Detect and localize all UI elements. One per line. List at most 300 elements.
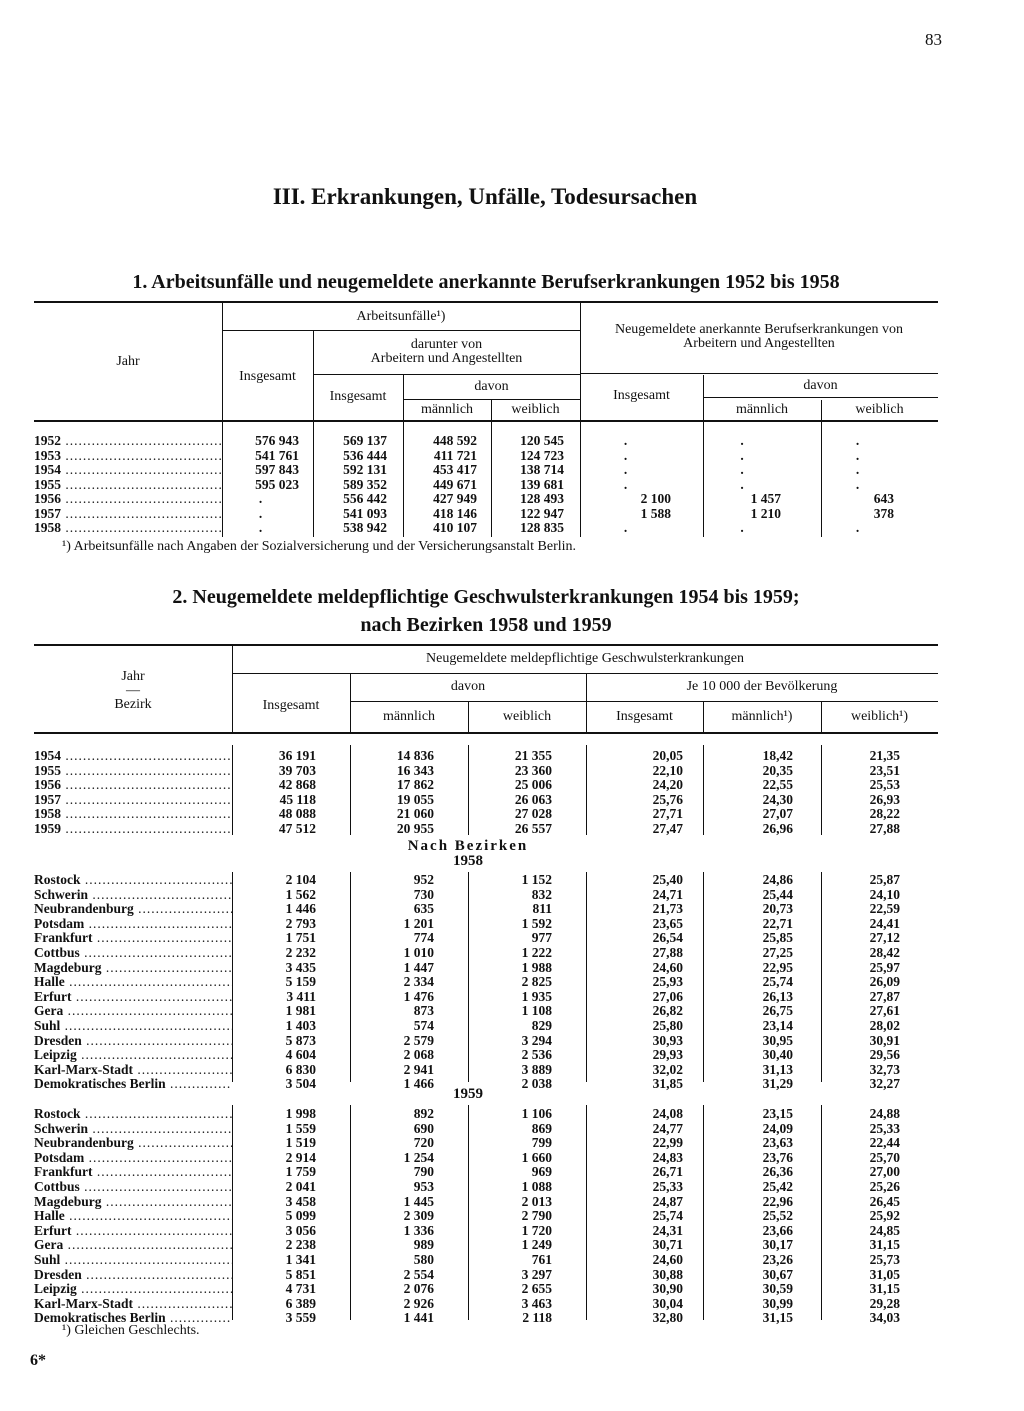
t2-bezirk58-cell: 30,91	[869, 1032, 900, 1048]
t1-cell: .	[740, 447, 744, 463]
t1-cell: .	[855, 476, 860, 492]
t2-bezirk59-cell: 25,70	[869, 1149, 900, 1165]
t2-year-cell: 27,47	[652, 820, 683, 836]
t2-bezirk59-cell: 27,00	[869, 1164, 900, 1180]
t1-h-insgesamt3: Insgesamt	[613, 388, 670, 403]
t2-year-cell: 24,20	[652, 777, 683, 793]
t2-year-cell: 24,30	[762, 791, 793, 807]
t1-cell: 569 137	[343, 433, 387, 448]
t1-cell: 541 761	[255, 447, 299, 463]
t2-bezirk58-row	[34, 990, 938, 1005]
t2-bezirk59-cell: 3 297	[521, 1266, 552, 1282]
t1-cell: .	[258, 520, 263, 535]
t2-bezirk59-cell: 24,09	[762, 1120, 793, 1136]
t2-bezirk58-cell: 1 152	[521, 872, 552, 887]
t2-bezirk58-cell: 3 504	[285, 1076, 316, 1092]
t2-bezirk59-cell: 24,31	[652, 1222, 683, 1238]
t2-bezirk58-cell: 22,95	[762, 959, 793, 975]
t2-bezirk59-row	[34, 1122, 938, 1137]
t2-h-weiblich: weiblich	[502, 709, 552, 724]
t2-bezirk58-cell: 25,44	[762, 886, 793, 902]
t2-bezirk58-cell: 1 935	[521, 988, 552, 1004]
t2-bezirk58-row	[34, 931, 938, 946]
table2-title-line2: nach Bezirken 1958 und 1959	[360, 614, 612, 636]
t2-year-cell: 21,35	[869, 748, 900, 763]
t2-bezirk58-row	[34, 902, 938, 917]
t2-bezirk58-cell: 21,73	[652, 901, 683, 917]
t2-bezirk58-cell: 27,12	[869, 930, 900, 946]
t1-cell: 541 093	[343, 505, 387, 521]
t2-bezirk58-cell: 1 981	[285, 1003, 316, 1019]
t2-bezirk59-cell: 953	[413, 1178, 434, 1194]
t1-cell: .	[623, 433, 628, 448]
t2-year-cell: 48 088	[278, 806, 316, 822]
t1-cell: 538 942	[343, 520, 387, 535]
t2-year-label: 1955 .....	[34, 764, 232, 779]
t2-bezirk59-row	[34, 1268, 938, 1283]
t2-year-cell: 26,93	[869, 791, 900, 807]
t2-bezirk58-cell: 1 446	[285, 901, 316, 917]
t2-bezirk58-cell: 24,86	[762, 872, 793, 887]
t2-bezirk59-cell: 3 559	[285, 1310, 316, 1326]
t2-year-label: 1956 .....	[34, 778, 232, 793]
t2-bezirk58-cell: 31,13	[762, 1061, 793, 1077]
t1-row	[34, 463, 938, 478]
t2-bezirk58-cell: 1 751	[285, 930, 316, 946]
t2-year-cell: 21 355	[514, 748, 552, 763]
t2-year-cell: 26 063	[514, 791, 552, 807]
t2-year-label: 1958 .....	[34, 807, 232, 822]
t1-cell: 139 681	[520, 476, 564, 492]
t1-cell: 1 457	[750, 491, 781, 506]
t2-bezirk58-row	[34, 1048, 938, 1063]
t2-h-maennlich2: männlich¹)	[731, 709, 793, 724]
t2-bezirk58-cell: 574	[413, 1017, 434, 1033]
t2-h-je: Je 10 000 der Bevölkerung	[686, 679, 838, 694]
t2-bezirk59-cell: 799	[531, 1135, 552, 1151]
t2-bezirk58-cell: 952	[413, 872, 434, 887]
t2-year-row	[34, 778, 938, 793]
t2-bezirk58-cell: 30,93	[652, 1032, 683, 1048]
t2-bezirk59-cell: 31,15	[869, 1281, 900, 1297]
t1-cell: 411 721	[433, 447, 477, 463]
t1-label: 1957 .....	[34, 507, 222, 522]
t2-h-top: Neugemeldete meldepflichtige Geschwulsterkrankungen	[426, 651, 744, 666]
t1-label: 1958 .....	[34, 521, 222, 536]
t2-year-label: 1954 .....	[34, 749, 232, 764]
t2-bezirk58-cell: 25,80	[652, 1017, 683, 1033]
t2-bezirk58-cell: 2 334	[403, 974, 434, 990]
t2-bezirk58-cell: 832	[531, 886, 552, 902]
t1-cell: 643	[873, 491, 894, 506]
t2-bezirk58-label: Potsdam .....	[34, 917, 232, 932]
table2-bezirke-1958	[34, 873, 938, 1092]
t1-row	[34, 434, 938, 449]
t2-bezirk58-cell: 27,25	[762, 944, 793, 960]
t2-bezirk58-row	[34, 961, 938, 976]
t2-bezirk59-label: Rostock .....	[34, 1107, 232, 1122]
t2-bezirk59-label: Magdeburg .....	[34, 1195, 232, 1210]
t2-bezirk59-cell: 29,28	[869, 1295, 900, 1311]
t1-h-berufs: Neugemeldete anerkannte Berufserkrankungen von	[614, 322, 904, 337]
t2-bezirk59-cell: 24,83	[652, 1149, 683, 1165]
t1-row	[34, 521, 938, 536]
t2-bezirk59-label: Gera .....	[34, 1238, 232, 1253]
t2-bezirk59-row	[34, 1282, 938, 1297]
t2-bezirk58-cell: 2 536	[521, 1047, 552, 1063]
t2-bezirk58-label: Dresden .....	[34, 1034, 232, 1049]
t2-year-row	[34, 822, 938, 837]
t2-bezirk58-cell: 1 108	[521, 1003, 552, 1019]
t2-bezirk59-label: Suhl .....	[34, 1253, 232, 1268]
t1-h-maennlich2: männlich	[735, 402, 789, 417]
t2-bezirk58-cell: 730	[413, 886, 434, 902]
t2-year-label: 1957 .....	[34, 793, 232, 808]
t2-bezirk59-cell: 1 559	[285, 1120, 316, 1136]
t2-bezirk58-cell: 31,85	[652, 1076, 683, 1092]
t1-h-insgesamt: Insgesamt	[239, 369, 296, 384]
t2-bezirk59-cell: 5 851	[285, 1266, 316, 1282]
t2-bezirk59-cell: 31,05	[869, 1266, 900, 1282]
table1-footnote: ¹) Arbeitsunfälle nach Angaben der Sozialversicherung und der Versicherungsanstalt Berlin.	[62, 539, 577, 554]
t2-bezirk59-cell: 23,15	[762, 1106, 793, 1121]
t2-bezirk58-cell: 25,74	[762, 974, 793, 990]
t2-bezirk59-cell: 1 249	[521, 1237, 552, 1253]
t2-bezirk59-cell: 30,67	[762, 1266, 793, 1282]
t2-bezirk58-cell: 30,40	[762, 1047, 793, 1063]
t2-year-row	[34, 807, 938, 822]
t2-bezirk58-cell: 977	[531, 930, 552, 946]
t2-bezirk59-cell: 30,71	[652, 1237, 683, 1253]
t2-bezirk59-cell: 32,80	[652, 1310, 683, 1326]
t1-row	[34, 478, 938, 493]
t2-year-cell: 45 118	[279, 791, 316, 807]
t1-cell: .	[258, 491, 263, 506]
t2-bezirk59-label: Halle .....	[34, 1209, 232, 1224]
t2-bezirk58-cell: 1 476	[403, 988, 434, 1004]
t2-bezirk59-cell: 31,15	[869, 1237, 900, 1253]
t2-bezirk58-label: Frankfurt .....	[34, 931, 232, 946]
t2-bezirk58-cell: 32,73	[869, 1061, 900, 1077]
t2-bezirk58-cell: 20,73	[762, 901, 793, 917]
t2-bezirk58-row	[34, 1034, 938, 1049]
t2-year-cell: 20 955	[396, 820, 434, 836]
t2-bezirk58-row	[34, 946, 938, 961]
t1-cell: 597 843	[255, 462, 299, 477]
t2-bezirk58-cell: 32,02	[652, 1061, 683, 1077]
t2-bezirk58-label: Demokratisches Berlin .....	[34, 1077, 232, 1092]
t1-cell: 427 949	[433, 491, 477, 506]
t2-bezirk58-cell: 22,71	[762, 915, 793, 931]
t2-bezirk59-cell: 30,59	[762, 1281, 793, 1297]
t2-bezirk59-cell: 869	[531, 1120, 552, 1136]
t2-bezirk58-row	[34, 1019, 938, 1034]
t2-h-insgesamt2: Insgesamt	[616, 709, 673, 724]
t2-bezirk58-cell: 30,95	[762, 1032, 793, 1048]
t2-bezirk59-row	[34, 1253, 938, 1268]
t1-cell: 536 444	[343, 447, 387, 463]
t2-bezirk59-row	[34, 1224, 938, 1239]
t2-year-cell: 27 028	[514, 806, 552, 822]
t1-cell: 128 835	[520, 520, 564, 535]
section-nach-bezirken: Nach Bezirken	[407, 838, 529, 854]
t2-year-cell: 20,05	[652, 748, 683, 763]
table2-title-line1: 2. Neugemeldete meldepflichtige Geschwulsterkrankungen 1954 bis 1959;	[172, 586, 800, 608]
t2-bezirk59-cell: 2 238	[285, 1237, 316, 1253]
t2-year-cell: 42 868	[278, 777, 316, 793]
t1-h-arbeitsunfaelle: Arbeitsunfälle¹)	[356, 309, 446, 324]
t2-bezirk59-cell: 23,26	[762, 1251, 793, 1267]
t2-bezirk58-cell: 1 222	[521, 944, 552, 960]
t2-bezirk58-cell: 4 604	[285, 1047, 316, 1063]
t2-bezirk59-cell: 5 099	[285, 1208, 316, 1224]
t2-bezirk58-cell: 22,59	[869, 901, 900, 917]
t2-bezirk59-cell: 25,33	[869, 1120, 900, 1136]
t2-bezirk58-cell: 1 010	[403, 944, 434, 960]
t1-cell: 589 352	[343, 476, 387, 492]
t2-bezirk59-label: Dresden .....	[34, 1268, 232, 1283]
t2-year-row	[34, 749, 938, 764]
t1-cell: 410 107	[433, 520, 477, 535]
t2-year-cell: 22,10	[652, 762, 683, 778]
t2-h-bezirk: Bezirk	[114, 697, 152, 712]
t2-bezirk59-cell: 6 389	[285, 1295, 316, 1311]
t2-bezirk58-cell: 32,27	[869, 1076, 900, 1092]
t2-bezirk58-cell: 3 294	[521, 1032, 552, 1048]
table1-title: 1. Arbeitsunfälle und neugemeldete anerkannte Berufserkrankungen 1952 bis 1958	[132, 271, 840, 293]
t2-bezirk59-label: Neubrandenburg .....	[34, 1136, 232, 1151]
t2-bezirk58-cell: 6 830	[285, 1061, 316, 1077]
t1-cell: 418 146	[433, 505, 477, 521]
t2-bezirk58-label: Magdeburg .....	[34, 961, 232, 976]
t2-bezirk58-row	[34, 975, 938, 990]
t2-bezirk58-label: Cottbus .....	[34, 946, 232, 961]
t2-bezirk59-cell: 2 554	[403, 1266, 434, 1282]
t2-bezirk58-row	[34, 917, 938, 932]
t2-bezirk59-cell: 720	[413, 1135, 434, 1151]
t2-bezirk59-cell: 22,99	[652, 1135, 683, 1151]
t2-bezirk59-cell: 24,87	[652, 1193, 683, 1209]
t1-cell: 120 545	[520, 433, 564, 448]
t1-cell: 1 588	[640, 505, 671, 521]
t2-year-cell: 36 191	[278, 748, 316, 763]
t2-h-maennlich: männlich	[382, 709, 436, 724]
t2-year-cell: 19 055	[396, 791, 434, 807]
t2-bezirk59-cell: 1 759	[285, 1164, 316, 1180]
t2-bezirk58-cell: 24,41	[869, 915, 900, 931]
t2-bezirk58-cell: 31,29	[762, 1076, 793, 1092]
table2-years-body	[34, 749, 938, 837]
t2-bezirk58-row	[34, 1063, 938, 1078]
t2-bezirk59-row	[34, 1107, 938, 1122]
t2-year-cell: 18,42	[762, 748, 793, 763]
t2-bezirk58-cell: 23,65	[652, 915, 683, 931]
t2-year-cell: 27,88	[869, 820, 900, 836]
t2-bezirk59-label: Karl-Marx-Stadt .....	[34, 1297, 232, 1312]
t2-bezirk59-cell: 1 088	[521, 1178, 552, 1194]
t2-bezirk58-cell: 2 104	[285, 872, 316, 887]
t1-cell: 128 493	[520, 491, 564, 506]
t2-year-cell: 28,22	[869, 806, 900, 822]
t2-bezirk59-cell: 2 041	[285, 1178, 316, 1194]
t2-bezirk59-cell: 3 458	[285, 1193, 316, 1209]
t2-bezirk59-cell: 23,66	[762, 1222, 793, 1238]
t2-bezirk59-cell: 1 254	[403, 1149, 434, 1165]
t2-bezirk58-cell: 1 562	[285, 886, 316, 902]
t2-bezirk58-cell: 26,09	[869, 974, 900, 990]
t2-bezirk59-cell: 1 660	[521, 1149, 552, 1165]
t2-bezirk58-cell: 5 873	[285, 1032, 316, 1048]
t1-cell: 448 592	[433, 433, 477, 448]
t2-bezirk58-cell: 26,75	[762, 1003, 793, 1019]
t2-bezirk59-cell: 2 076	[403, 1281, 434, 1297]
t1-cell: 124 723	[520, 447, 564, 463]
t2-bezirk59-cell: 22,96	[762, 1193, 793, 1209]
t2-year-cell: 23 360	[514, 762, 552, 778]
t1-cell: 449 671	[433, 476, 477, 492]
t2-bezirk58-cell: 811	[532, 901, 552, 917]
t2-year-cell: 39 703	[278, 762, 316, 778]
t2-year-cell: 16 343	[396, 762, 434, 778]
t2-bezirk59-cell: 690	[413, 1120, 434, 1136]
t2-bezirk59-cell: 25,33	[652, 1178, 683, 1194]
t2-bezirk59-cell: 1 341	[285, 1251, 316, 1267]
t2-h-dash: —	[126, 683, 140, 698]
t1-cell: .	[855, 447, 860, 463]
t2-bezirk58-cell: 28,42	[869, 944, 900, 960]
t2-bezirk58-cell: 29,56	[869, 1047, 900, 1063]
t2-bezirk58-cell: 2 579	[403, 1032, 434, 1048]
t2-h-weiblich2: weiblich¹)	[850, 709, 909, 724]
t2-bezirk58-cell: 27,88	[652, 944, 683, 960]
t2-bezirk59-cell: 989	[413, 1237, 434, 1253]
t2-bezirk59-cell: 2 655	[521, 1281, 552, 1297]
t2-bezirk58-cell: 25,93	[652, 974, 683, 990]
t2-bezirk58-cell: 24,60	[652, 959, 683, 975]
t2-bezirk58-cell: 1 988	[521, 959, 552, 975]
t2-bezirk58-cell: 26,82	[652, 1003, 683, 1019]
t1-cell: .	[855, 462, 860, 477]
t2-bezirk58-cell: 25,85	[762, 930, 793, 946]
t2-bezirk59-cell: 761	[531, 1251, 552, 1267]
t2-bezirk59-row	[34, 1180, 938, 1195]
t2-bezirk58-cell: 2 038	[521, 1076, 552, 1092]
t2-bezirk58-cell: 25,40	[652, 872, 683, 887]
t1-cell: 138 714	[520, 462, 564, 477]
t2-bezirk59-label: Potsdam .....	[34, 1151, 232, 1166]
t1-h-weiblich: weiblich	[511, 402, 560, 417]
t2-bezirk59-label: Schwerin .....	[34, 1122, 232, 1137]
t2-bezirk59-cell: 30,17	[762, 1237, 793, 1253]
t2-bezirk59-cell: 1 720	[521, 1222, 552, 1238]
t1-cell: .	[623, 447, 628, 463]
t1-label: 1954 .....	[34, 463, 222, 478]
t1-h-davon: davon	[474, 379, 509, 394]
t1-cell: 592 131	[343, 462, 387, 477]
t2-bezirk59-row	[34, 1195, 938, 1210]
table2-bezirke-1959	[34, 1107, 938, 1326]
t2-year-cell: 25,76	[652, 791, 683, 807]
t2-bezirk59-cell: 25,26	[869, 1178, 900, 1194]
t1-h-weiblich2: weiblich	[855, 402, 904, 417]
t2-bezirk59-cell: 25,73	[869, 1251, 900, 1267]
t2-bezirk58-cell: 2 793	[285, 915, 316, 931]
t2-bezirk58-cell: 2 232	[285, 944, 316, 960]
t2-bezirk58-cell: 2 941	[403, 1061, 434, 1077]
t2-bezirk59-cell: 24,60	[652, 1251, 683, 1267]
t1-cell: .	[740, 520, 744, 535]
t2-bezirk58-cell: 774	[413, 930, 434, 946]
t2-bezirk59-cell: 2 926	[403, 1295, 434, 1311]
t2-bezirk58-cell: 2 825	[521, 974, 552, 990]
t1-h-maennlich: männlich	[420, 402, 474, 417]
t2-bezirk59-cell: 23,76	[762, 1149, 793, 1165]
t2-bezirk59-cell: 1 106	[521, 1106, 552, 1121]
t2-year-cell: 25 006	[514, 777, 552, 793]
t2-h-insgesamt: Insgesamt	[262, 698, 320, 713]
t2-bezirk59-cell: 4 731	[285, 1281, 316, 1297]
t2-bezirk58-cell: 829	[531, 1017, 552, 1033]
section-1958: 1958	[453, 853, 483, 869]
t2-bezirk58-cell: 26,13	[762, 988, 793, 1004]
t1-cell: 453 417	[433, 462, 477, 477]
t2-bezirk58-label: Schwerin .....	[34, 888, 232, 903]
t2-bezirk59-cell: 790	[413, 1164, 434, 1180]
sheet-signature: 6*	[30, 1352, 46, 1369]
t1-label: 1955 .....	[34, 478, 222, 493]
t2-year-cell: 27,71	[652, 806, 683, 822]
t2-year-cell: 23,51	[869, 762, 900, 778]
t2-bezirk59-cell: 2 118	[522, 1310, 552, 1326]
t2-bezirk59-cell: 3 056	[285, 1222, 316, 1238]
t2-bezirk59-row	[34, 1297, 938, 1312]
t2-bezirk59-cell: 26,45	[869, 1193, 900, 1209]
t2-bezirk59-row	[34, 1238, 938, 1253]
t2-bezirk58-cell: 27,61	[869, 1003, 900, 1019]
t2-bezirk58-cell: 25,97	[869, 959, 900, 975]
t2-year-cell: 27,07	[762, 806, 793, 822]
t2-bezirk59-cell: 30,88	[652, 1266, 683, 1282]
t2-h-jahr: Jahr	[121, 669, 145, 684]
t1-h-darunter2: Arbeitern und Angestellten	[370, 351, 523, 366]
t2-bezirk58-cell: 1 592	[521, 915, 552, 931]
t1-cell: 2 100	[640, 491, 671, 506]
t1-cell: 576 943	[255, 433, 299, 448]
t1-cell: .	[623, 476, 628, 492]
t1-h-insgesamt2: Insgesamt	[329, 389, 387, 404]
t2-year-cell: 17 862	[396, 777, 434, 793]
t2-bezirk59-cell: 1 336	[403, 1222, 434, 1238]
t2-bezirk58-cell: 28,02	[869, 1017, 900, 1033]
t1-row	[34, 507, 938, 522]
t2-bezirk59-cell: 25,74	[652, 1208, 683, 1224]
t2-bezirk58-row	[34, 873, 938, 888]
t2-bezirk59-cell: 25,42	[762, 1178, 793, 1194]
t2-bezirk59-label: Erfurt .....	[34, 1224, 232, 1239]
t1-label: 1956 .....	[34, 492, 222, 507]
t1-label: 1952 .....	[34, 434, 222, 449]
t1-cell: .	[258, 505, 263, 521]
table1-body	[34, 434, 938, 536]
t2-bezirk59-cell: 892	[413, 1106, 434, 1121]
t2-bezirk59-cell: 23,63	[762, 1135, 793, 1151]
t2-h-davon: davon	[450, 679, 486, 694]
t2-year-cell: 22,55	[762, 777, 793, 793]
t2-bezirk58-label: Suhl .....	[34, 1019, 232, 1034]
t2-bezirk59-row	[34, 1165, 938, 1180]
t2-year-row	[34, 764, 938, 779]
t1-cell: .	[623, 462, 628, 477]
